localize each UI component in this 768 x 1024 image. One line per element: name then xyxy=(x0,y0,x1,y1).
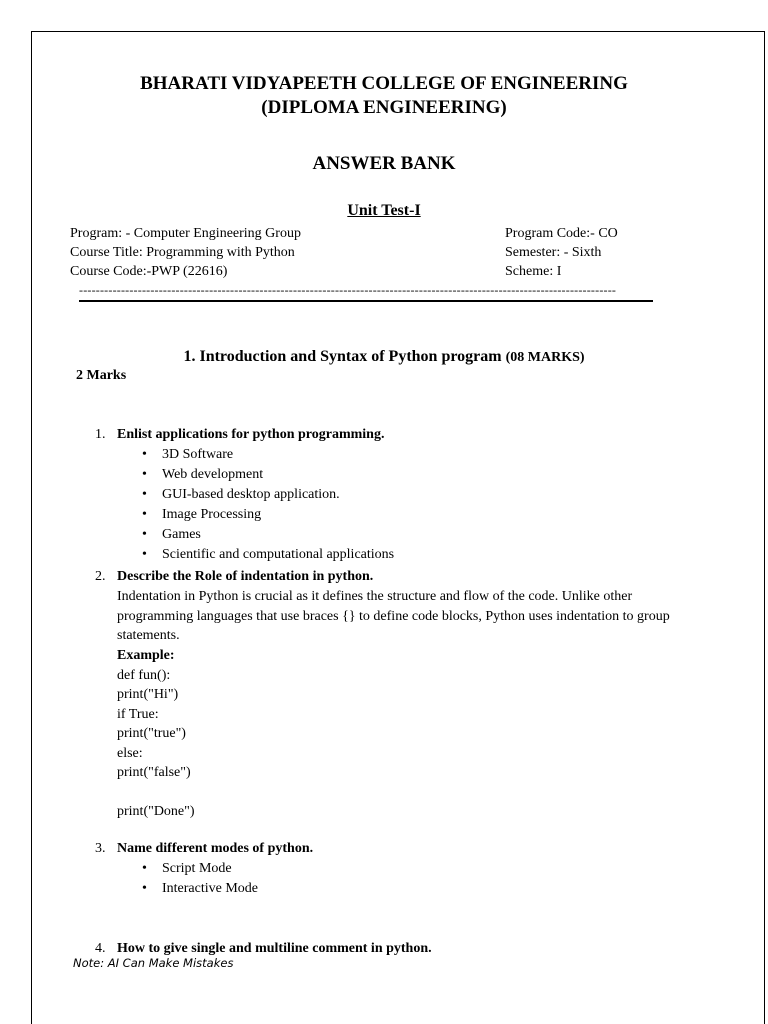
code-line: if True: xyxy=(117,706,159,722)
marks-group-label: 2 Marks xyxy=(76,368,127,383)
answer-paragraph: Indentation in Python is crucial as it defines the structure and flow of the code. Unlike other programming languages that use braces {} to define code blocks, Python uses indentation to group statements. xyxy=(117,589,670,643)
college-name xyxy=(0,72,768,120)
list-item: • Scientific and computational applications xyxy=(117,545,695,565)
question-number: 2. xyxy=(95,569,106,584)
scheme-label: Scheme: I xyxy=(505,264,562,279)
code-line: def fun(): xyxy=(117,667,171,683)
section-heading xyxy=(0,348,768,366)
course-title-label: Course Title: Programming with Python xyxy=(70,245,295,260)
code-line xyxy=(117,783,695,803)
question-number: 3. xyxy=(95,841,106,856)
list-item: • Games xyxy=(117,525,695,545)
unit-test-heading: Unit Test-I xyxy=(347,202,421,219)
answer-list xyxy=(117,445,695,565)
question-1 xyxy=(95,425,695,565)
code-line: print("Done") xyxy=(117,804,195,819)
course-code-label: Course Code:-PWP (22616) xyxy=(70,264,228,279)
code-line: print("true") xyxy=(117,726,186,741)
list-item: • Image Processing xyxy=(117,505,695,525)
ai-disclaimer-note: Note: AI Can Make Mistakes xyxy=(73,956,234,970)
question-title: How to give single and multiline comment in python. xyxy=(117,941,432,956)
example-label: Example: xyxy=(117,647,175,663)
document-title: ANSWER BANK xyxy=(312,153,456,174)
course-meta-right xyxy=(505,224,618,281)
section-marks: (08 MARKS) xyxy=(505,350,585,365)
program-code-label: Program Code:- CO xyxy=(505,226,618,241)
question-title: Describe the Role of indentation in python. xyxy=(117,569,374,584)
list-item: • GUI-based desktop application. xyxy=(117,485,695,505)
code-line: else: xyxy=(117,745,143,761)
question-title: Name different modes of python. xyxy=(117,841,314,856)
question-number: 1. xyxy=(95,427,106,442)
college-name-line2: (DIPLOMA ENGINEERING) xyxy=(261,97,507,118)
list-item: • Script Mode xyxy=(117,859,695,879)
code-example xyxy=(117,666,695,822)
section-title: 1. Introduction and Syntax of Python program xyxy=(183,348,502,365)
program-label: Program: - Computer Engineering Group xyxy=(70,226,301,241)
list-item: • Interactive Mode xyxy=(117,879,695,899)
semester-label: Semester: - Sixth xyxy=(505,245,602,260)
question-3 xyxy=(95,839,695,899)
answer-list xyxy=(117,859,695,899)
list-item: • 3D Software xyxy=(117,445,695,465)
question-title: Enlist applications for python programming. xyxy=(117,427,385,442)
question-2 xyxy=(95,567,695,822)
course-meta-left xyxy=(70,224,301,281)
code-line: print("Hi") xyxy=(117,687,179,702)
college-name-line1: BHARATI VIDYAPEETH COLLEGE OF ENGINEERING xyxy=(140,73,628,94)
list-item: • Web development xyxy=(117,465,695,485)
solid-divider xyxy=(79,300,653,302)
code-line: print("false") xyxy=(117,765,191,780)
dashed-divider: -------------------------------------------------------------------------------------------------------------------------------- xyxy=(79,284,617,296)
question-number: 4. xyxy=(95,941,106,956)
